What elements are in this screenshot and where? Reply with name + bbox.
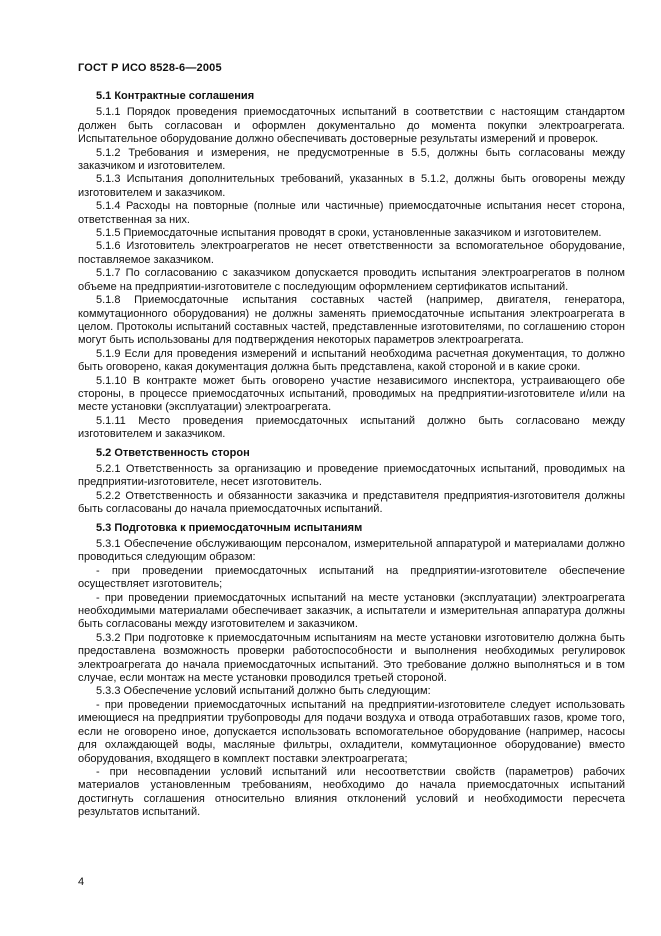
paragraph: 5.1.7 По согласованию с заказчиком допускается проводить испытания электроагрегатов в полном объеме на предприятии-изготовителе с последующим оформлением сертификатов испытаний. [78,267,625,293]
list-item: - при проведении приемосдаточных испытаний на предприятии-изготовителе обеспечение осуществляет изготовитель; [78,564,625,591]
document-header: ГОСТ Р ИСО 8528-6—2005 [78,62,222,74]
section-heading: 5.2 Ответственность сторон [96,446,250,459]
paragraph: 5.1.11 Место проведения приемосдаточных испытаний должно быть согласовано между изготовителем и заказчиком. [78,414,625,441]
paragraph: 5.3.3 Обеспечение условий испытаний должно быть следующим: [96,685,431,698]
paragraph: 5.3.1 Обеспечение обслуживающим персоналом, измерительной аппаратурой и материалами должно проводиться следующим образом: [78,538,625,564]
paragraph: 5.1.1 Порядок проведения приемосдаточных испытаний в соответствии с настоящим стандартом должен быть согласован и оформлен документально до момента покупки электроагрегата. Испытательное оборудование должно обеспечивать достоверные результаты измерений и проверок. [78,106,625,146]
paragraph: 5.1.2 Требования и измерения, не предусмотренные в 5.5, должны быть согласованы между заказчиком и изготовителем. [78,146,625,173]
page-number: 4 [78,876,85,888]
list-item: - при проведении приемосдаточных испытаний на предприятии-изготовителе следует использовать имеющиеся на предприятии трубопроводы для подачи воздуха и отвода отработавших газов, кроме того, если не оговорено иное, допускается использовать вспомогательное оборудование (например, насосы для охлаждающей воды, масляные фильтры, охладители, коммутационное оборудование) вместо оборудования, входящего в комплект поставки электроагрегата; [78,698,625,765]
paragraph: 5.2.1 Ответственность за организацию и проведение приемосдаточных испытаний, проводимых на предприятии-изготовителе, несет изготовитель. [78,462,625,489]
list-item: - при проведении приемосдаточных испытаний на месте установки (эксплуатации) электроагрегата необходимыми материалами обеспечивает заказчик, а испытатели и измерительная аппаратура должны быть согласованы между изготовителем и заказчиком. [78,591,625,631]
paragraph: 5.1.9 Если для проведения измерений и испытаний необходима расчетная документация, то должно быть оговорено, какая документация должна быть представлена, какой стороной и в какие сроки. [78,347,625,374]
paragraph: 5.1.5 Приемосдаточные испытания проводят в сроки, установленные заказчиком и изготовителем. [96,227,602,240]
paragraph: 5.1.8 Приемосдаточные испытания составных частей (например, двигателя, генератора, коммутационного оборудования) не должны заменять приемосдаточные испытания электроагрегата в целом. Протоколы испытаний составных частей, представленные изготовителями, по соглашению сторон могут быть использованы для подтверждения некоторых параметров электроагрегата. [78,294,625,347]
paragraph: 5.1.6 Изготовитель электроагрегатов не несет ответственности за вспомогательное оборудование, поставляемое заказчиком. [78,240,625,266]
document-content [78,90,625,820]
paragraph: 5.1.3 Испытания дополнительных требований, указанных в 5.1.2, должны быть оговорены между изготовителем и заказчиком. [78,173,625,199]
paragraph: 5.2.2 Ответственность и обязанности заказчика и представителя предприятия-изготовителя должны быть согласованы до начала приемосдаточных испытаний. [78,489,625,516]
paragraph: 5.1.10 В контракте может быть оговорено участие независимого инспектора, устраивающего обе стороны, в процессе приемосдаточных испытаний, проводимых на предприятии-изготовителе и/или на месте установки (эксплуатации) электроагрегата. [78,374,625,414]
paragraph: 5.1.4 Расходы на повторные (полные или частичные) приемосдаточные испытания несет сторона, ответственная за них. [78,200,625,226]
section-heading: 5.3 Подготовка к приемосдаточным испытаниям [96,521,363,534]
list-item: - при несовпадении условий испытаний или несоответствии свойств (параметров) рабочих материалов установленным требованиям, необходимо до начала приемосдаточных испытаний достигнуть соглашения относительно влияния отклонений условий и необходимости пересчета результатов испытаний. [78,765,625,819]
section-heading: 5.1 Контрактные соглашения [96,90,255,102]
paragraph: 5.3.2 При подготовке к приемосдаточным испытаниям на месте установки изготовителю должна быть предоставлена возможность проверки работоспособности и выполнения необходимых регулировок электроагрегата до начала приемосдаточных испытаний. Это требование должно выполняться и в том случае, если монтаж на месте установки проводился третьей стороной. [78,631,625,685]
